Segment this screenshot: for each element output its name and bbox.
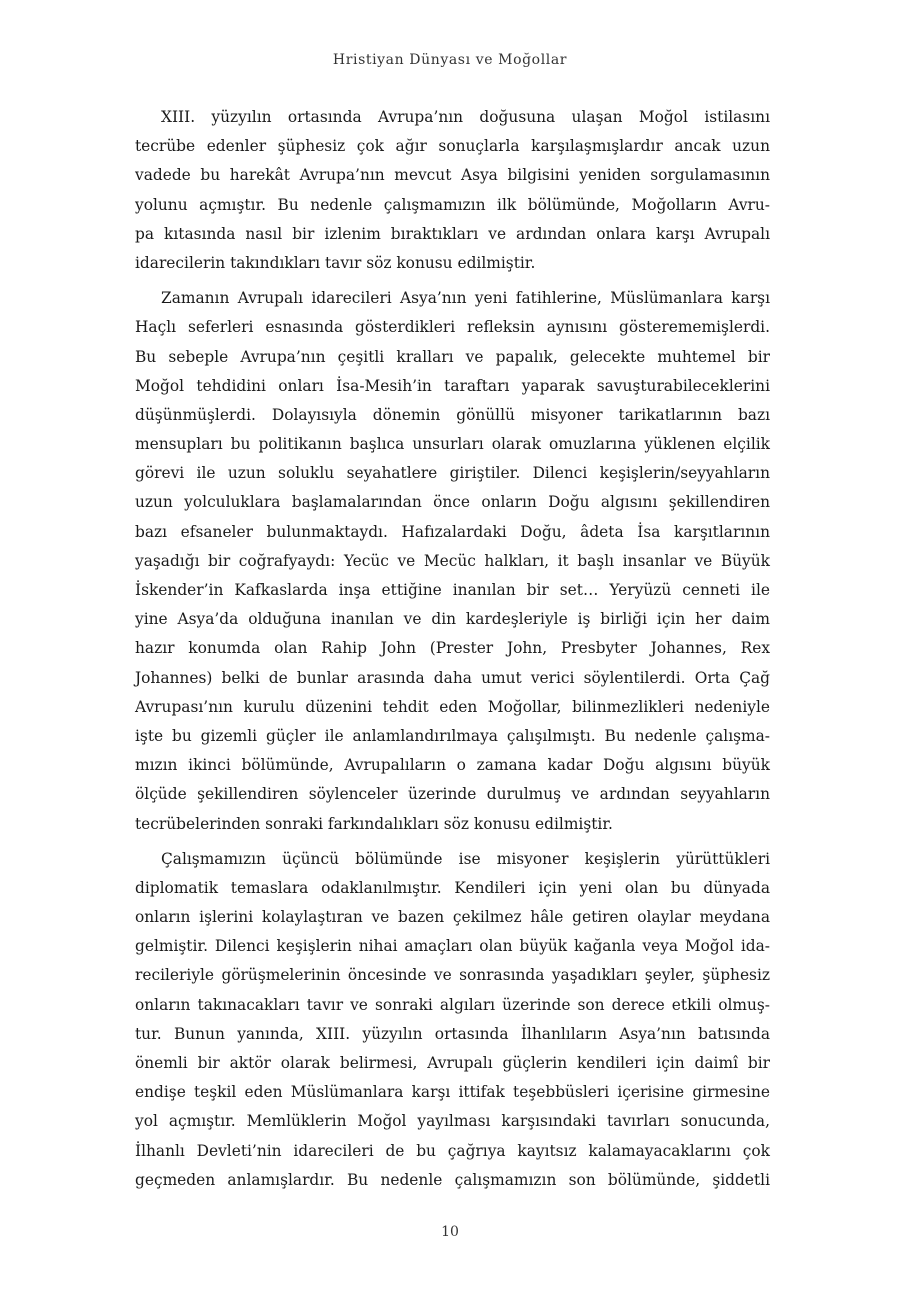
paragraph-3	[135, 845, 770, 1195]
text-line: düşünmüşlerdi. Dolayısıyla dönemin gönüllü misyoner tarikatlarının bazı	[135, 405, 770, 424]
text-line: Johannes) belki de bunlar arasında daha umut verici söylentilerdi. Orta Çağ	[135, 668, 770, 687]
text-line: tecrübe edenler şüphesiz çok ağır sonuçlarla karşılaşmışlardır ancak uzun	[135, 137, 770, 156]
text-line: Moğol tehdidini onları İsa-Mesih’in taraftarı yaparak savuşturabileceklerini	[135, 376, 770, 395]
text-line: endişe teşkil eden Müslümanlara karşı ittifak teşebbüsleri içerisine girmesine	[135, 1083, 770, 1102]
text-line: uzun yolculuklara başlamalarından önce onların Doğu algısını şekillendiren	[135, 493, 770, 512]
text-line: Haçlı seferleri esnasında gösterdikleri refleksin aynısını gösterememişlerdi.	[135, 318, 770, 337]
text-line: yaşadığı bir coğrafyaydı: Yecüc ve Mecüc halkları, it başlı insanlar ve Büyük	[135, 551, 770, 570]
text-line: XIII. yüzyılın ortasında Avrupa’nın doğusuna ulaşan Moğol istilasını	[161, 108, 770, 126]
body-text	[135, 103, 770, 1201]
text-line: vadede bu harekât Avrupa’nın mevcut Asya bilgisini yeniden sorgulamasının	[135, 166, 770, 185]
text-line: recileriyle görüşmelerinin öncesinde ve sonrasında yaşadıkları şeyler, şüphesiz	[135, 966, 770, 985]
text-line: yol açmıştır. Memlüklerin Moğol yayılması karşısındaki tavırları sonucunda,	[135, 1112, 770, 1131]
text-line: Zamanın Avrupalı idarecileri Asya’nın yeni fatihlerine, Müslümanlara karşı	[161, 289, 770, 308]
text-line: geçmeden anlamışlardır. Bu nedenle çalışmamızın son bölümünde, şiddetli	[135, 1170, 770, 1189]
text-line: mensupları bu politikanın başlıca unsurları olarak omuzlarına yüklenen elçilik	[135, 435, 770, 454]
text-line: gelmiştir. Dilenci keşişlerin nihai amaçları olan büyük kağanla veya Moğol ida-	[135, 937, 770, 956]
text-line: İskender’in Kafkaslarda inşa ettiğine inanılan bir set… Yeryüzü cenneti ile	[135, 581, 770, 599]
text-line: Bu sebeple Avrupa’nın çeşitli kralları ve papalık, gelecekte muhtemel bir	[135, 347, 770, 366]
text-line: işte bu gizemli güçler ile anlamlandırılmaya çalışılmıştı. Bu nedenle çalışma-	[135, 726, 770, 745]
text-line: onların takınacakları tavır ve sonraki algıları üzerinde son derece etkili olmuş-	[135, 995, 770, 1014]
text-line: onların işlerini kolaylaştıran ve bazen çekilmez hâle getiren olaylar meydana	[135, 908, 770, 927]
running-head: Hristiyan Dünyası ve Moğollar	[332, 52, 568, 68]
text-line: ölçüde şekillendiren söylenceler üzerinde durulmuş ve ardından seyyahların	[135, 785, 770, 804]
text-line: Avrupası’nın kurulu düzenini tehdit eden Moğollar, bilinmezlikleri nedeniyle	[135, 697, 770, 716]
text-line: görevi ile uzun soluklu seyahatlere giriştiler. Dilenci keşişlerin/seyyahların	[135, 464, 770, 483]
text-line: tur. Bunun yanında, XIII. yüzyılın ortasında İlhanlıların Asya’nın batısında	[135, 1024, 770, 1043]
text-line: pa kıtasında nasıl bir izlenim bıraktıkları ve ardından onlara karşı Avrupalı	[135, 224, 770, 243]
text-line: önemli bir aktör olarak belirmesi, Avrupalı güçlerin kendileri için daimî bir	[135, 1054, 770, 1072]
text-line: yine Asya’da olduğuna inanılan ve din kardeşleriyle iş birliği için her daim	[135, 610, 770, 629]
text-line: hazır konumda olan Rahip John (Prester John, Presbyter Johannes, Rex	[135, 639, 770, 658]
text-line: tecrübelerinden sonraki farkındalıkları söz konusu edilmiştir.	[135, 814, 613, 833]
text-line: diplomatik temaslara odaklanılmıştır. Kendileri için yeni olan bu dünyada	[135, 878, 770, 897]
text-line: İlhanlı Devleti’nin idarecileri de bu çağrıya kayıtsız kalamayacaklarını çok	[135, 1141, 770, 1160]
paragraph-1	[135, 103, 770, 278]
text-line: idarecilerin takındıkları tavır söz konusu edilmiştir.	[135, 253, 536, 272]
text-line: yolunu açmıştır. Bu nedenle çalışmamızın ilk bölümünde, Moğolların Avru-	[135, 195, 770, 214]
text-line: Çalışmamızın üçüncü bölümünde ise misyoner keşişlerin yürüttükleri	[161, 849, 770, 868]
page-number: 10	[441, 1224, 459, 1240]
text-line: mızın ikinci bölümünde, Avrupalıların o zamana kadar Doğu algısını büyük	[135, 756, 770, 775]
paragraph-2	[135, 284, 770, 839]
text-line: bazı efsaneler bulunmaktaydı. Hafızalardaki Doğu, âdeta İsa karşıtlarının	[135, 522, 770, 541]
